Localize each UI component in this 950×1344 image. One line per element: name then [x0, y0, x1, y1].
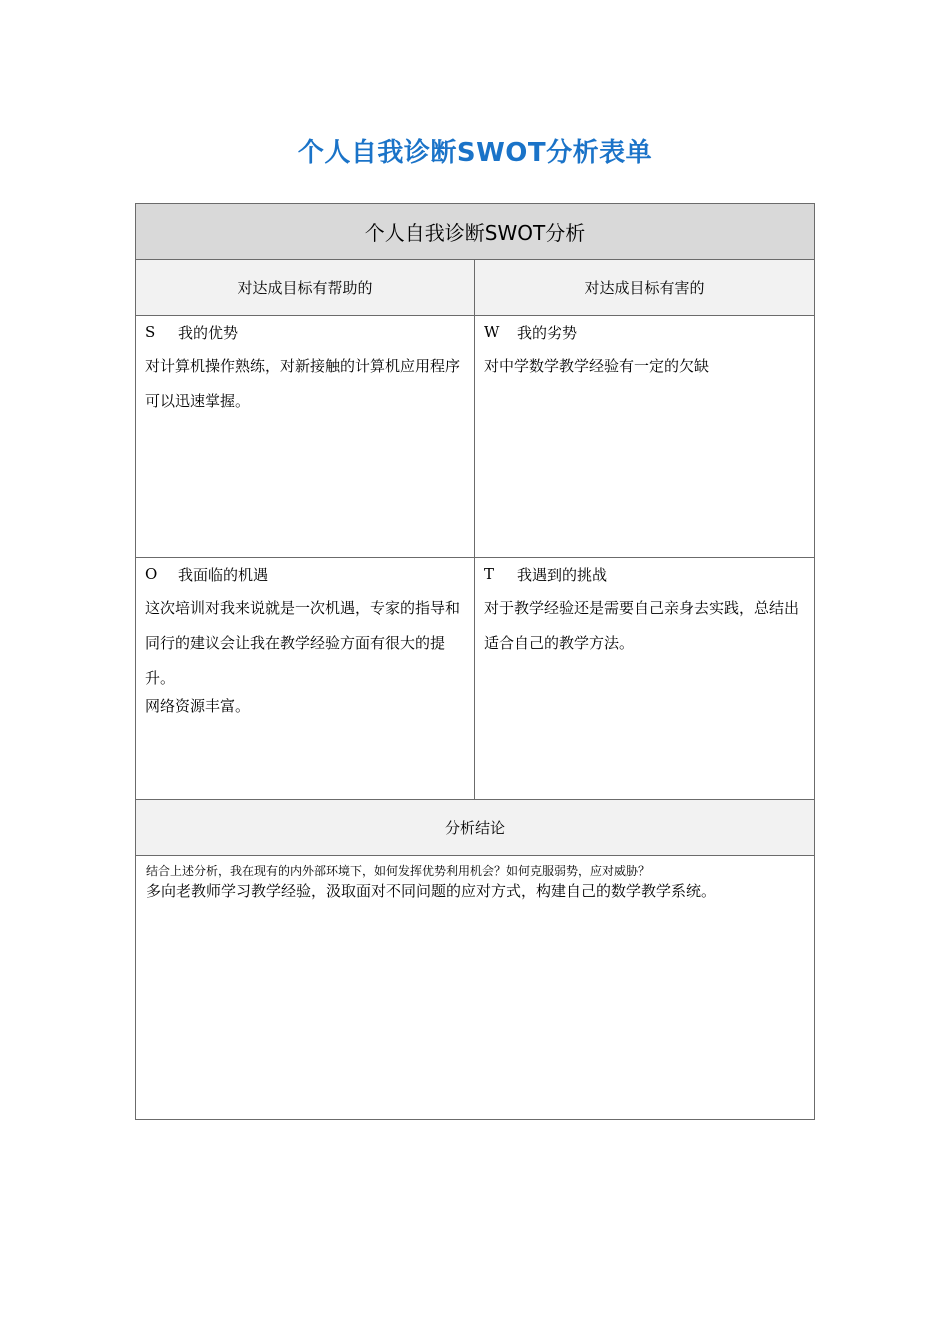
weaknesses-letter: W [484, 323, 500, 341]
weaknesses-title-text: 我的劣势 [517, 323, 578, 342]
opportunities-paragraph: 网络资源丰富。 [145, 697, 251, 715]
opportunities-title [145, 564, 466, 584]
opportunities-paragraph: 这次培训对我来说就是一次机遇，专家的指导和同行的建议会让我在教学经验方面有很大的提升。 [145, 599, 461, 687]
opportunities-letter: O [145, 565, 158, 583]
threats-body [484, 591, 806, 661]
conclusion-answer: 多向老教师学习教学经验，汲取面对不同问题的应对方式，构建自己的数学教学系统。 [146, 882, 717, 900]
harmful-label: 对达成目标有害的 [475, 260, 814, 315]
swot-table [135, 203, 815, 1120]
threats-title-text: 我遇到的挑战 [517, 565, 608, 584]
strengths-paragraph: 对计算机操作熟练，对新接触的计算机应用程序可以迅速掌握。 [145, 357, 461, 410]
strengths-title-text: 我的优势 [178, 323, 239, 342]
weaknesses-body [484, 349, 806, 384]
weaknesses-paragraph: 对中学数学教学经验有一定的欠缺 [484, 357, 710, 375]
opportunities-cell [136, 558, 475, 799]
weaknesses-cell [475, 316, 814, 557]
weaknesses-title [484, 322, 806, 342]
opportunities-title-text: 我面临的机遇 [178, 565, 269, 584]
opportunities-body [145, 591, 466, 718]
strengths-body [145, 349, 466, 419]
helpful-label: 对达成目标有帮助的 [136, 260, 475, 315]
threats-letter: T [484, 565, 495, 583]
quadrant-row-internal [136, 316, 814, 558]
threats-paragraph: 对于教学经验还是需要自己亲身去实践，总结出适合自己的教学方法。 [484, 599, 800, 652]
sub-header-row [136, 260, 814, 316]
document-title: 个人自我诊断SWOT分析表单 [297, 138, 653, 168]
conclusion-body [136, 856, 814, 1119]
strengths-cell [136, 316, 475, 557]
conclusion-question: 结合上述分析，我在现有的内外部环境下，如何发挥优势利用机会？如何克服弱势，应对威胁？ [146, 864, 651, 878]
conclusion-header: 分析结论 [136, 800, 814, 856]
quadrant-row-external [136, 558, 814, 800]
strengths-title [145, 322, 466, 342]
threats-title [484, 564, 806, 584]
threats-cell [475, 558, 814, 799]
table-header: 个人自我诊断SWOT分析 [136, 204, 814, 260]
strengths-letter: S [145, 323, 156, 341]
